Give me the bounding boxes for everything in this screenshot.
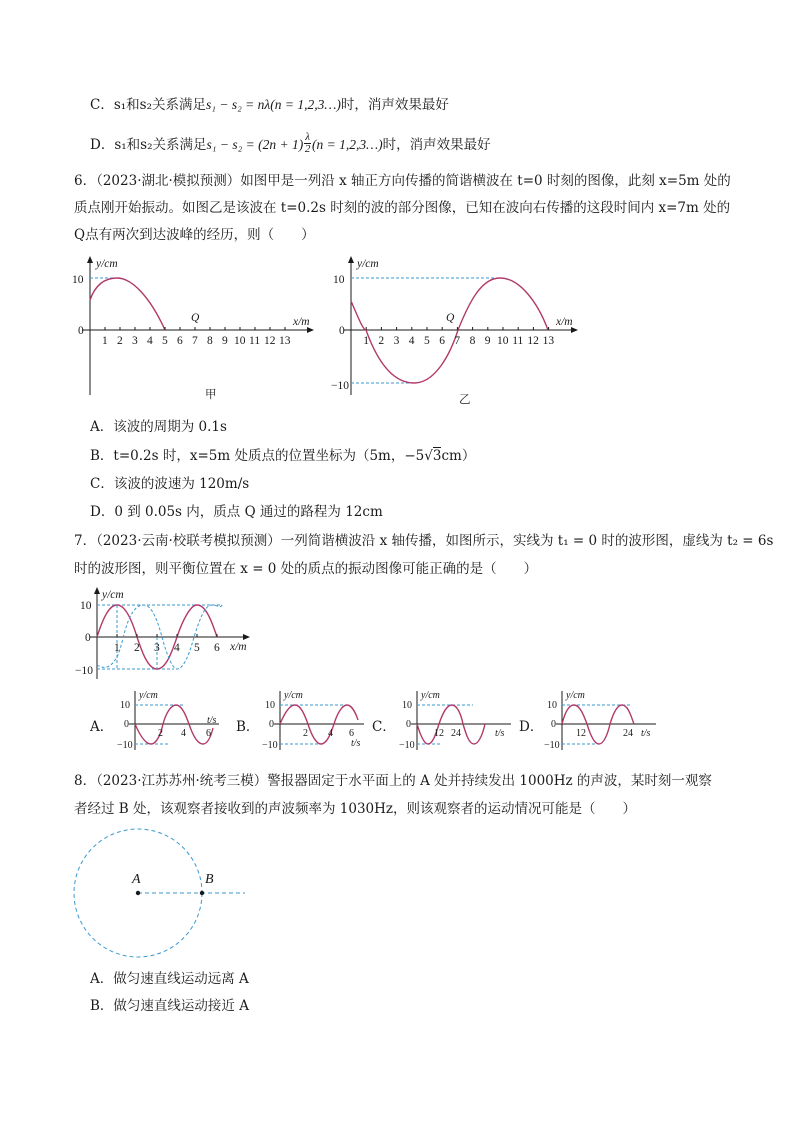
x-axis-arrow [243, 634, 250, 640]
x-tick-label: 2 [117, 335, 123, 347]
q6-stem-line2: 质点刚开始振动。如图乙是该波在 t=0.2s 时刻的波的部分图像，已知在波向右传播的这段时间内 x=7m 处的 [74, 200, 731, 216]
x-tick-label: 12 [264, 335, 276, 347]
q6-option-b: B．t=0.2s 时，x=5m 处质点的位置坐标为（5m，−5√3cm） [90, 448, 476, 464]
x-tick-label: 6 [214, 642, 220, 654]
q7-choice-c-label: C． [372, 719, 396, 735]
y-axis-arrow [348, 256, 354, 263]
tick-1: 12 [434, 728, 444, 739]
q7-choice-b-label: B． [236, 719, 260, 735]
q7-choice-a-graph [113, 688, 223, 753]
x-tick-label: 7 [192, 335, 198, 347]
tick-2: 24 [623, 728, 633, 739]
origin-label: 0 [124, 719, 129, 730]
y-tick-bottom: −10 [399, 740, 415, 751]
tick-1: 2 [158, 728, 163, 739]
x-tick-label: 6 [177, 335, 183, 347]
x-axis-label: t/s [207, 715, 217, 726]
y-tick-top: 10 [265, 700, 275, 711]
point-q: Q [446, 312, 455, 324]
x-axis-label: t/s [495, 728, 505, 739]
y-axis-arrow [87, 256, 93, 263]
x-tick-label: 10 [497, 335, 509, 347]
y-tick-top: 10 [547, 700, 557, 711]
y-tick-top: 10 [120, 700, 130, 711]
y-tick-bottom: −10 [331, 380, 349, 392]
label-b: B [205, 872, 214, 887]
q6-option-d: D．0 到 0.05s 内，质点 Q 通过的路程为 12cm [90, 504, 383, 520]
x-tick-label: 8 [207, 335, 213, 347]
q6-stem-line1: 6．（2023·湖北·模拟预测）如图甲是一列沿 x 轴正方向传播的简谐横波在 t=0 时刻的图像，此刻 x=5m 处的 [74, 173, 731, 189]
y-tick-top: 10 [333, 274, 345, 286]
point-b-dot [200, 891, 204, 895]
tick-2: 24 [451, 728, 461, 739]
q6-figure-yi [330, 255, 590, 415]
x-tick-label: 2 [134, 642, 140, 654]
origin-label: 0 [269, 719, 274, 730]
x-tick-label: 3 [393, 335, 400, 347]
x-axis-label: t/s [641, 728, 651, 739]
y-axis-label: y/cm [421, 690, 440, 701]
q8-option-a: A．做匀速直线运动远离 A [90, 971, 249, 987]
tick-2: 4 [328, 728, 333, 739]
x-tick-label: 4 [408, 335, 415, 347]
q7-main-figure [72, 587, 272, 682]
x-tick-label: 12 [527, 335, 539, 347]
x-tick-label: 13 [542, 335, 555, 347]
point-a-dot [136, 891, 140, 895]
origin-label: 0 [85, 632, 91, 644]
x-tick-label: 9 [484, 335, 491, 347]
q7-choice-d-graph [540, 688, 660, 753]
q6-option-a: A．该波的周期为 0.1s [90, 419, 227, 435]
y-axis-label: y/cm [102, 589, 124, 601]
q7-choice-d-label: D． [519, 719, 544, 735]
q7-choice-b-graph [258, 688, 368, 753]
tick-1: 12 [576, 728, 586, 739]
x-tick-label: 9 [222, 335, 228, 347]
x-tick-label: 11 [512, 335, 524, 347]
q6-option-c: C．该波的波速为 120m/s [90, 476, 250, 492]
x-axis-label: x/m [556, 316, 573, 328]
origin-label: 0 [406, 719, 411, 730]
origin-label: 0 [339, 325, 345, 337]
x-tick-label: 5 [162, 335, 168, 347]
x-tick-label: 4 [147, 335, 153, 347]
x-tick-label: 2 [378, 335, 385, 347]
q5-option-c: C．s₁和s₂关系满足s₁ − s₂ = nλ(n = 1,2,3…)时，消声效果最好 [90, 97, 449, 113]
q6-stem-line3: Q点有两次到达波峰的经历，则（ ） [74, 227, 315, 243]
y-tick-bottom: −10 [262, 740, 278, 751]
origin-label: 0 [551, 719, 556, 730]
x-tick-label: 5 [194, 642, 200, 654]
x-tick-label: 6 [439, 335, 445, 347]
wave-jia [90, 278, 165, 330]
q8-option-b: B．做匀速直线运动接近 A [90, 998, 249, 1014]
q7-stem-line1: 7．（2023·云南·校联考模拟预测）一列简谐横波沿 x 轴传播，如图所示，实线为 t₁ = 0 时的波形图，虚线为 t₂ = 6s [74, 533, 774, 549]
x-tick-label: 8 [469, 335, 476, 347]
tick-2: 4 [181, 728, 186, 739]
q7-choice-a-label: A． [90, 719, 114, 735]
q6-figure-jia [60, 255, 320, 405]
q8-figure [70, 825, 260, 965]
y-tick-bottom: −10 [75, 665, 93, 677]
caption-yi: 乙 [459, 394, 471, 406]
label-a: A [132, 872, 141, 887]
q7-stem-line2: 时的波形图，则平衡位置在 x = 0 处的质点的振动图像可能正确的是（ ） [74, 561, 538, 577]
x-tick-label: 1 [102, 335, 108, 347]
x-tick-label: 11 [249, 335, 261, 347]
y-axis-label: y/cm [96, 258, 118, 270]
y-axis-label: y/cm [566, 690, 585, 701]
y-tick-10: 10 [72, 274, 84, 286]
x-axis-label: x/m [230, 641, 247, 653]
y-axis-label: y/cm [357, 258, 379, 270]
y-tick-top: 10 [402, 700, 412, 711]
y-tick-bottom: −10 [117, 740, 133, 751]
y-axis-label: y/cm [284, 690, 303, 701]
q5-d-fraction: $\frac{\lambda}{2}$ [304, 131, 311, 155]
x-tick-label: 13 [279, 335, 291, 347]
tick-3: 6 [206, 728, 211, 739]
x-tick-label: 4 [174, 642, 180, 654]
x-tick-label: 1 [114, 642, 120, 654]
tick-3: 6 [349, 728, 354, 739]
point-q: Q [191, 312, 200, 324]
x-tick-label: 1 [363, 335, 369, 347]
caption-jia: 甲 [205, 389, 217, 401]
q7-choice-c-graph [395, 688, 515, 753]
x-tick-label: 3 [132, 335, 138, 347]
y-axis-label: y/cm [139, 690, 158, 701]
origin-label: 0 [78, 325, 84, 337]
x-tick-label: 10 [234, 335, 246, 347]
y-tick-bottom: −10 [544, 740, 560, 751]
y-axis-arrow [94, 587, 100, 594]
q8-stem-line2: 者经过 B 处，该观察者接收到的声波频率为 1030Hz，则该观察者的运动情况可能是（ ） [74, 801, 637, 817]
x-tick-label: 3 [154, 642, 160, 654]
x-axis-label: x/m [293, 316, 310, 328]
q5-option-d: D．s₁和s₂关系满足s₁ − s₂ = (2n + 1) $\frac{\lambda}{2}$ (n = 1,2,3…)时，消声效果最好 [90, 131, 491, 155]
x-axis-label: t/s [351, 738, 361, 749]
tick-1: 2 [303, 728, 308, 739]
x-tick-label: 5 [424, 335, 430, 347]
y-tick-top: 10 [80, 600, 92, 612]
q5-c-formula: s₁ − s₂ = nλ(n = 1,2,3…) [206, 97, 341, 112]
q8-stem-line1: 8．（2023·江苏苏州·统考三模）警报器固定于水平面上的 A 处并持续发出 1000Hz 的声波，某时刻一观察 [74, 773, 712, 789]
sqrt-sign: √ [424, 448, 433, 464]
x-tick-label: 7 [454, 335, 461, 347]
